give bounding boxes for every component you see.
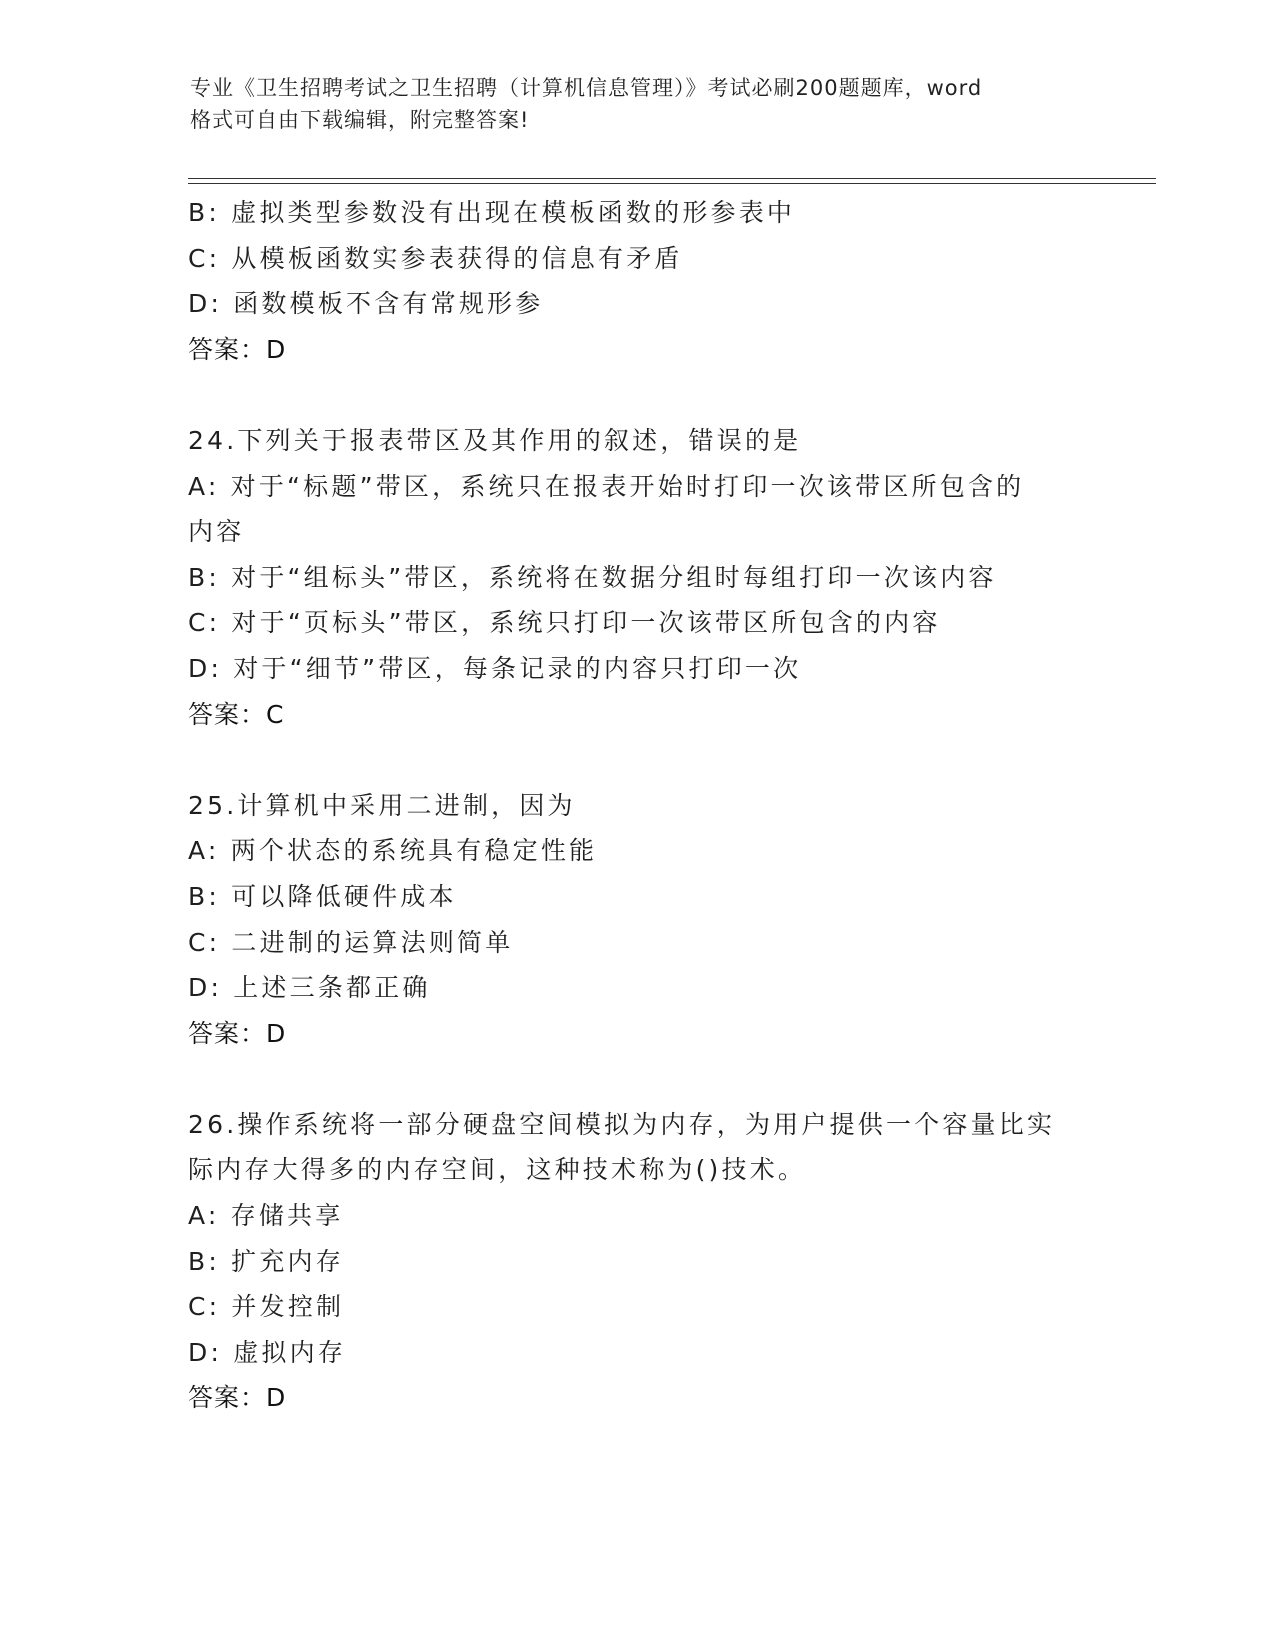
q25-option-c: C: 二进制的运算法则简单 <box>188 927 514 957</box>
q26-answer: 答案：D <box>188 1383 287 1413</box>
document-header <box>190 72 1090 136</box>
q24-option-c: C: 对于“页标头”带区，系统只打印一次该带区所包含的内容 <box>188 608 941 638</box>
q25-stem: 25.计算机中采用二进制，因为 <box>188 790 576 820</box>
header-title-line1: 专业《卫生招聘考试之卫生招聘（计算机信息管理）》考试必刷200题题库，word <box>190 76 983 100</box>
question-26 <box>188 1102 1088 1421</box>
q26-option-a: A: 存储共享 <box>188 1201 344 1231</box>
q24-option-b: B: 对于“组标头”带区，系统将在数据分组时每组打印一次该内容 <box>188 562 997 592</box>
q24-option-a-line2: 内容 <box>188 517 245 547</box>
q26-option-b: B: 扩充内存 <box>188 1246 344 1276</box>
q25-option-b: B: 可以降低硬件成本 <box>188 881 457 911</box>
q23-option-d: D: 函数模板不含有常规形参 <box>188 289 544 319</box>
q25-option-a: A: 两个状态的系统具有稳定性能 <box>188 836 598 866</box>
q23-answer: 答案：D <box>188 334 287 364</box>
q26-stem-line1: 26.操作系统将一部分硬盘空间模拟为内存，为用户提供一个容量比实 <box>188 1109 1056 1139</box>
spacer <box>188 372 1088 418</box>
header-title-line2: 格式可自由下载编辑，附完整答案! <box>190 108 530 132</box>
q24-stem: 24.下列关于报表带区及其作用的叙述，错误的是 <box>188 425 802 455</box>
question-25 <box>188 783 1088 1057</box>
q24-option-d: D: 对于“细节”带区，每条记录的内容只打印一次 <box>188 653 802 683</box>
question-24 <box>188 418 1088 737</box>
q25-answer: 答案：D <box>188 1018 287 1048</box>
header-divider-bottom <box>188 183 1156 184</box>
spacer <box>188 737 1088 783</box>
q24-answer: 答案：C <box>188 699 285 729</box>
q26-option-c: C: 并发控制 <box>188 1292 345 1322</box>
q26-option-d: D: 虚拟内存 <box>188 1337 347 1367</box>
q23-option-c: C: 从模板函数实参表获得的信息有矛盾 <box>188 243 683 273</box>
q24-option-a-line1: A: 对于“标题”带区，系统只在报表开始时打印一次该带区所包含的 <box>188 471 1025 501</box>
question-list <box>188 190 1088 1421</box>
q26-stem-line2: 际内存大得多的内存空间，这种技术称为()技术。 <box>188 1155 807 1185</box>
header-divider-top <box>188 178 1156 179</box>
q25-option-d: D: 上述三条都正确 <box>188 973 431 1003</box>
question-23 <box>188 190 1088 372</box>
q23-option-b: B: 虚拟类型参数没有出现在模板函数的形参表中 <box>188 198 796 227</box>
spacer <box>188 1056 1088 1102</box>
